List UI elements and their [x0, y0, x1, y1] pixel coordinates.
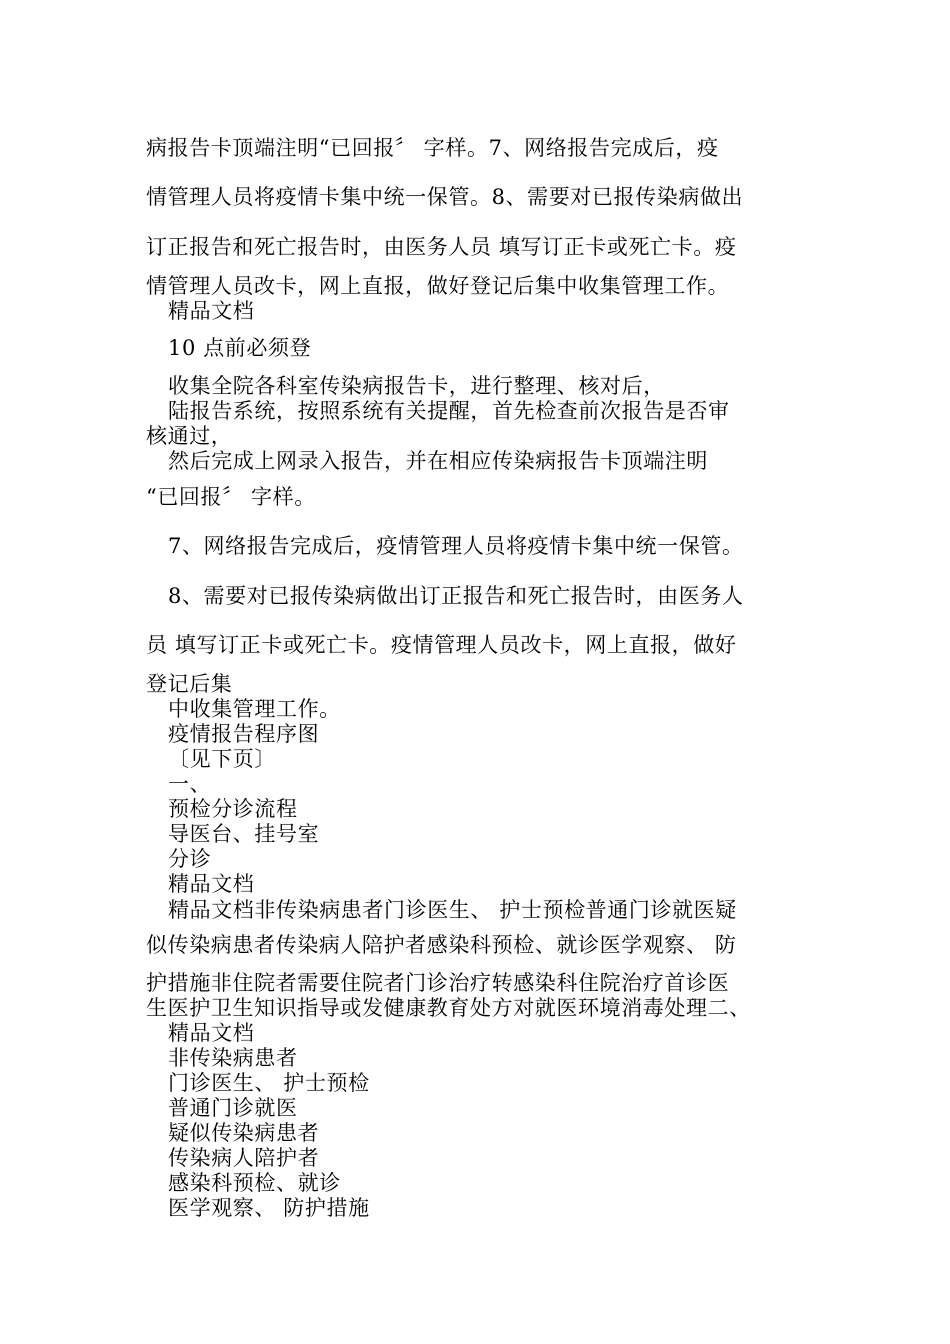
text-line: 情管理人员将疫情卡集中统一保管。8、需要对已报传染病做出 [146, 185, 744, 209]
text-line: 传染病人陪护者 [168, 1146, 320, 1170]
text-line: 7、网络报告完成后，疫情管理人员将疫情卡集中统一保管。 [168, 534, 744, 558]
text-line: 收集全院各科室传染病报告卡，进行整理、核对后， [168, 374, 665, 398]
text-line: 精品文档 [168, 1021, 255, 1045]
text-line: 预检分诊流程 [168, 797, 298, 821]
text-line: “已回报〞 字样。 [146, 485, 316, 509]
text-line: 陆报告系统，按照系统有关提醒，首先检查前次报告是否审 [168, 399, 730, 423]
text-line: 导医台、挂号室 [168, 822, 320, 846]
text-line: 〔见下页〕 [168, 747, 276, 771]
text-line: 然后完成上网录入报告，并在相应传染病报告卡顶端注明 [168, 449, 708, 473]
text-line: 精品文档 [168, 872, 255, 896]
text-line: 感染科预检、就诊 [168, 1171, 341, 1195]
text-line: 情管理人员改卡，网上直报，做好登记后集中收集管理工作。 [146, 274, 730, 298]
text-line: 精品文档 [168, 299, 255, 323]
text-line: 生医护卫生知识指导或发健康教育处方对就医环境消毒处理二、 [146, 996, 751, 1020]
text-line: 疫情报告程序图 [168, 722, 320, 746]
text-line: 8、需要对已报传染病做出订正报告和死亡报告时，由医务人 [168, 584, 744, 608]
text-line: 精品文档非传染病患者门诊医生、 护士预检普通门诊就医疑 [168, 898, 737, 922]
text-line: 订正报告和死亡报告时，由医务人员 填写订正卡或死亡卡。疫 [146, 235, 737, 259]
text-line: 病报告卡顶端注明“已回报〞 字样。7、网络报告完成后，疫 [146, 136, 719, 160]
text-line: 疑似传染病患者 [168, 1121, 320, 1145]
text-line: 中收集管理工作。 [168, 697, 341, 721]
text-line: 10 点前必须登 [168, 336, 312, 360]
text-line: 医学观察、 防护措施 [168, 1196, 370, 1220]
text-line: 登记后集 [146, 672, 233, 696]
text-line: 护措施非住院者需要住院者门诊治疗转感染科住院治疗首诊医 [146, 971, 730, 995]
text-line: 核通过， [146, 424, 233, 448]
text-line: 分诊 [168, 847, 212, 871]
text-line: 门诊医生、 护士预检 [168, 1071, 370, 1095]
text-line: 非传染病患者 [168, 1046, 298, 1070]
text-line: 似传染病患者传染病人陪护者感染科预检、就诊医学观察、 防 [146, 933, 737, 957]
text-line: 一、 [168, 772, 212, 796]
text-line: 普通门诊就医 [168, 1096, 298, 1120]
text-line: 员 填写订正卡或死亡卡。疫情管理人员改卡，网上直报，做好 [146, 633, 737, 657]
